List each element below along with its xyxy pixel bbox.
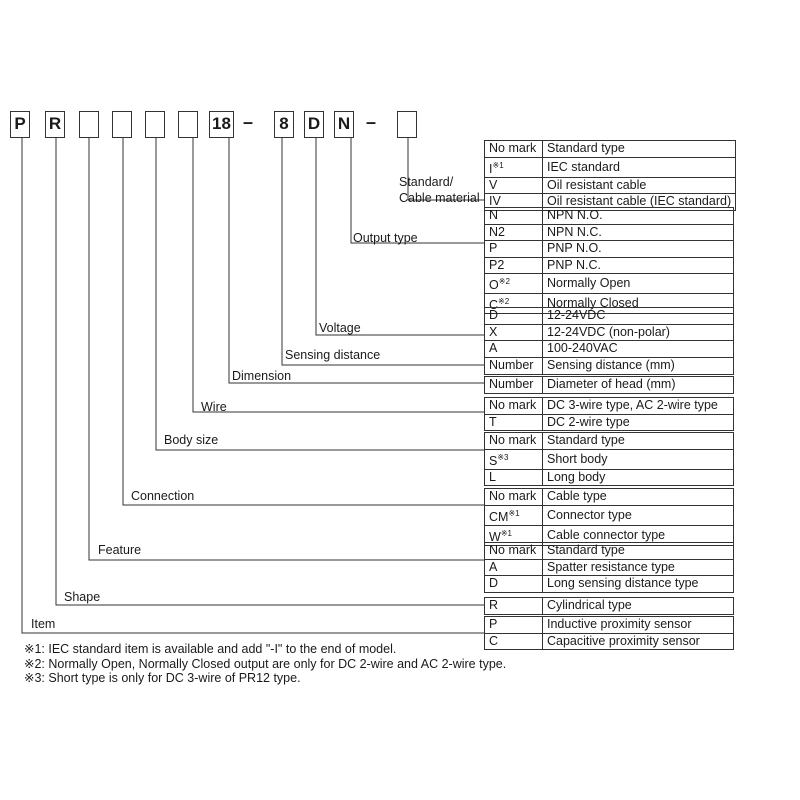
group-label: Body size <box>164 433 219 447</box>
table-row <box>485 559 734 576</box>
footnote-mark: ※3 <box>497 452 509 462</box>
code-box <box>79 111 99 138</box>
option-code: $W^{※1}$ <box>485 525 543 545</box>
option-code: L <box>485 469 543 486</box>
table-row <box>485 208 734 225</box>
option-description: PNP N.C. <box>543 257 734 274</box>
table-row <box>485 141 736 158</box>
option-code: C <box>485 633 543 650</box>
group-label: Sensing distance <box>285 348 381 362</box>
option-code: $I^{※1}$ <box>485 157 543 177</box>
group-label: Dimension <box>232 369 292 383</box>
option-description: DC 2-wire type <box>543 414 734 431</box>
code-dash: – <box>243 112 254 132</box>
code-box: 18 <box>209 111 234 138</box>
option-table <box>484 616 734 650</box>
option-description: Long body <box>543 469 734 486</box>
table-row <box>485 617 734 634</box>
group-label: Connection <box>131 489 195 503</box>
footnote-mark: ※1 <box>508 508 520 518</box>
option-code: No mark <box>485 543 543 560</box>
option-code: $S^{※3}$ <box>485 449 543 469</box>
group-label: Item <box>31 617 56 631</box>
option-code: D <box>485 308 543 325</box>
option-table <box>484 542 734 593</box>
option-code: N <box>485 208 543 225</box>
table-row <box>485 358 734 375</box>
option-description: Inductive proximity sensor <box>543 617 734 634</box>
footnote-mark: ※2 <box>498 297 510 307</box>
code-box: R <box>45 111 65 138</box>
table-row <box>485 274 734 294</box>
table-row <box>485 157 736 177</box>
footnote-mark: ※1 <box>492 160 504 170</box>
option-code: Number <box>485 377 543 394</box>
option-code: A <box>485 341 543 358</box>
group-label: Standard/ <box>399 175 454 189</box>
option-description: NPN N.C. <box>543 224 734 241</box>
table-row <box>485 324 734 341</box>
code-box <box>178 111 198 138</box>
table-row <box>485 257 734 274</box>
option-description: NPN N.O. <box>543 208 734 225</box>
code-box: P <box>10 111 30 138</box>
option-code: V <box>485 177 543 194</box>
option-code: R <box>485 598 543 615</box>
footnotes <box>24 642 506 686</box>
table-row <box>485 308 734 325</box>
option-code: No mark <box>485 489 543 506</box>
table-row <box>485 433 734 450</box>
option-description: Short body <box>543 449 734 469</box>
option-table <box>484 140 736 211</box>
option-code: X <box>485 324 543 341</box>
option-description: Cable type <box>543 489 734 506</box>
table-row <box>485 177 736 194</box>
group-label: Output type <box>353 231 418 245</box>
code-box <box>397 111 417 138</box>
option-code: P <box>485 241 543 258</box>
option-description: Standard type <box>543 543 734 560</box>
option-description: Long sensing distance type <box>543 576 734 593</box>
option-table <box>484 376 734 394</box>
option-description: Standard type <box>543 433 734 450</box>
table-row <box>485 341 734 358</box>
code-box <box>145 111 165 138</box>
option-code: T <box>485 414 543 431</box>
option-description: Capacitive proximity sensor <box>543 633 734 650</box>
table-row <box>485 398 734 415</box>
option-code: P <box>485 617 543 634</box>
option-description: Oil resistant cable (IEC standard) <box>543 194 736 211</box>
option-description: 12-24VDC (non-polar) <box>543 324 734 341</box>
option-code: N2 <box>485 224 543 241</box>
group-label: Voltage <box>319 321 361 335</box>
option-description: Diameter of head (mm) <box>543 377 734 394</box>
connector-line <box>282 138 484 365</box>
code-dash: – <box>366 112 377 132</box>
code-box: 8 <box>274 111 294 138</box>
table-row <box>485 224 734 241</box>
table-row <box>485 598 734 615</box>
option-table <box>484 488 734 546</box>
group-label: Cable material <box>399 191 480 205</box>
option-code: P2 <box>485 257 543 274</box>
footnote-3: ※3: Short type is only for DC 3-wire of PR12 type. <box>24 671 301 685</box>
option-description: Sensing distance (mm) <box>543 358 734 375</box>
group-label: Feature <box>98 543 142 557</box>
table-row <box>485 449 734 469</box>
group-label: Wire <box>201 400 227 414</box>
table-row <box>485 489 734 506</box>
code-box: D <box>304 111 324 138</box>
option-table <box>484 207 734 314</box>
option-code: D <box>485 576 543 593</box>
option-code: $C^{※2}$ <box>485 294 543 314</box>
table-row <box>485 241 734 258</box>
table-row <box>485 543 734 560</box>
table-row <box>485 377 734 394</box>
option-description: Spatter resistance type <box>543 559 734 576</box>
footnote-1: ※1: IEC standard item is available and add "-I" to the end of model. <box>24 642 397 656</box>
table-row <box>485 576 734 593</box>
code-box <box>112 111 132 138</box>
option-code: Number <box>485 358 543 375</box>
option-code: IV <box>485 194 543 211</box>
option-description: 100-240VAC <box>543 341 734 358</box>
option-description: Normally Open <box>543 274 734 294</box>
option-code: No mark <box>485 433 543 450</box>
option-description: Normally Closed <box>543 294 734 314</box>
table-row <box>485 469 734 486</box>
option-code: A <box>485 559 543 576</box>
option-table <box>484 357 734 375</box>
table-row <box>485 414 734 431</box>
option-description: PNP N.O. <box>543 241 734 258</box>
table-row <box>485 505 734 525</box>
option-table <box>484 397 734 431</box>
option-description: Oil resistant cable <box>543 177 736 194</box>
option-description: 12-24VDC <box>543 308 734 325</box>
option-description: Cylindrical type <box>543 598 734 615</box>
footnote-2: ※2: Normally Open, Normally Closed output are only for DC 2-wire and AC 2-wire type. <box>24 656 507 671</box>
option-description: Connector type <box>543 505 734 525</box>
option-description: IEC standard <box>543 157 736 177</box>
option-code: No mark <box>485 141 543 158</box>
option-description: Cable connector type <box>543 525 734 545</box>
option-table <box>484 307 734 358</box>
option-table <box>484 597 734 615</box>
option-code: No mark <box>485 398 543 415</box>
code-box: N <box>334 111 354 138</box>
option-description: DC 3-wire type, AC 2-wire type <box>543 398 734 415</box>
option-code: $O^{※2}$ <box>485 274 543 294</box>
connector-line <box>22 138 484 633</box>
group-label: Shape <box>64 590 101 604</box>
footnote-mark: ※2 <box>498 277 510 286</box>
option-code: CM$^{※1}$ <box>485 505 543 525</box>
option-table <box>484 432 734 486</box>
option-description: Standard type <box>543 141 736 158</box>
footnote-mark: ※1 <box>500 528 512 538</box>
table-row <box>485 633 734 650</box>
